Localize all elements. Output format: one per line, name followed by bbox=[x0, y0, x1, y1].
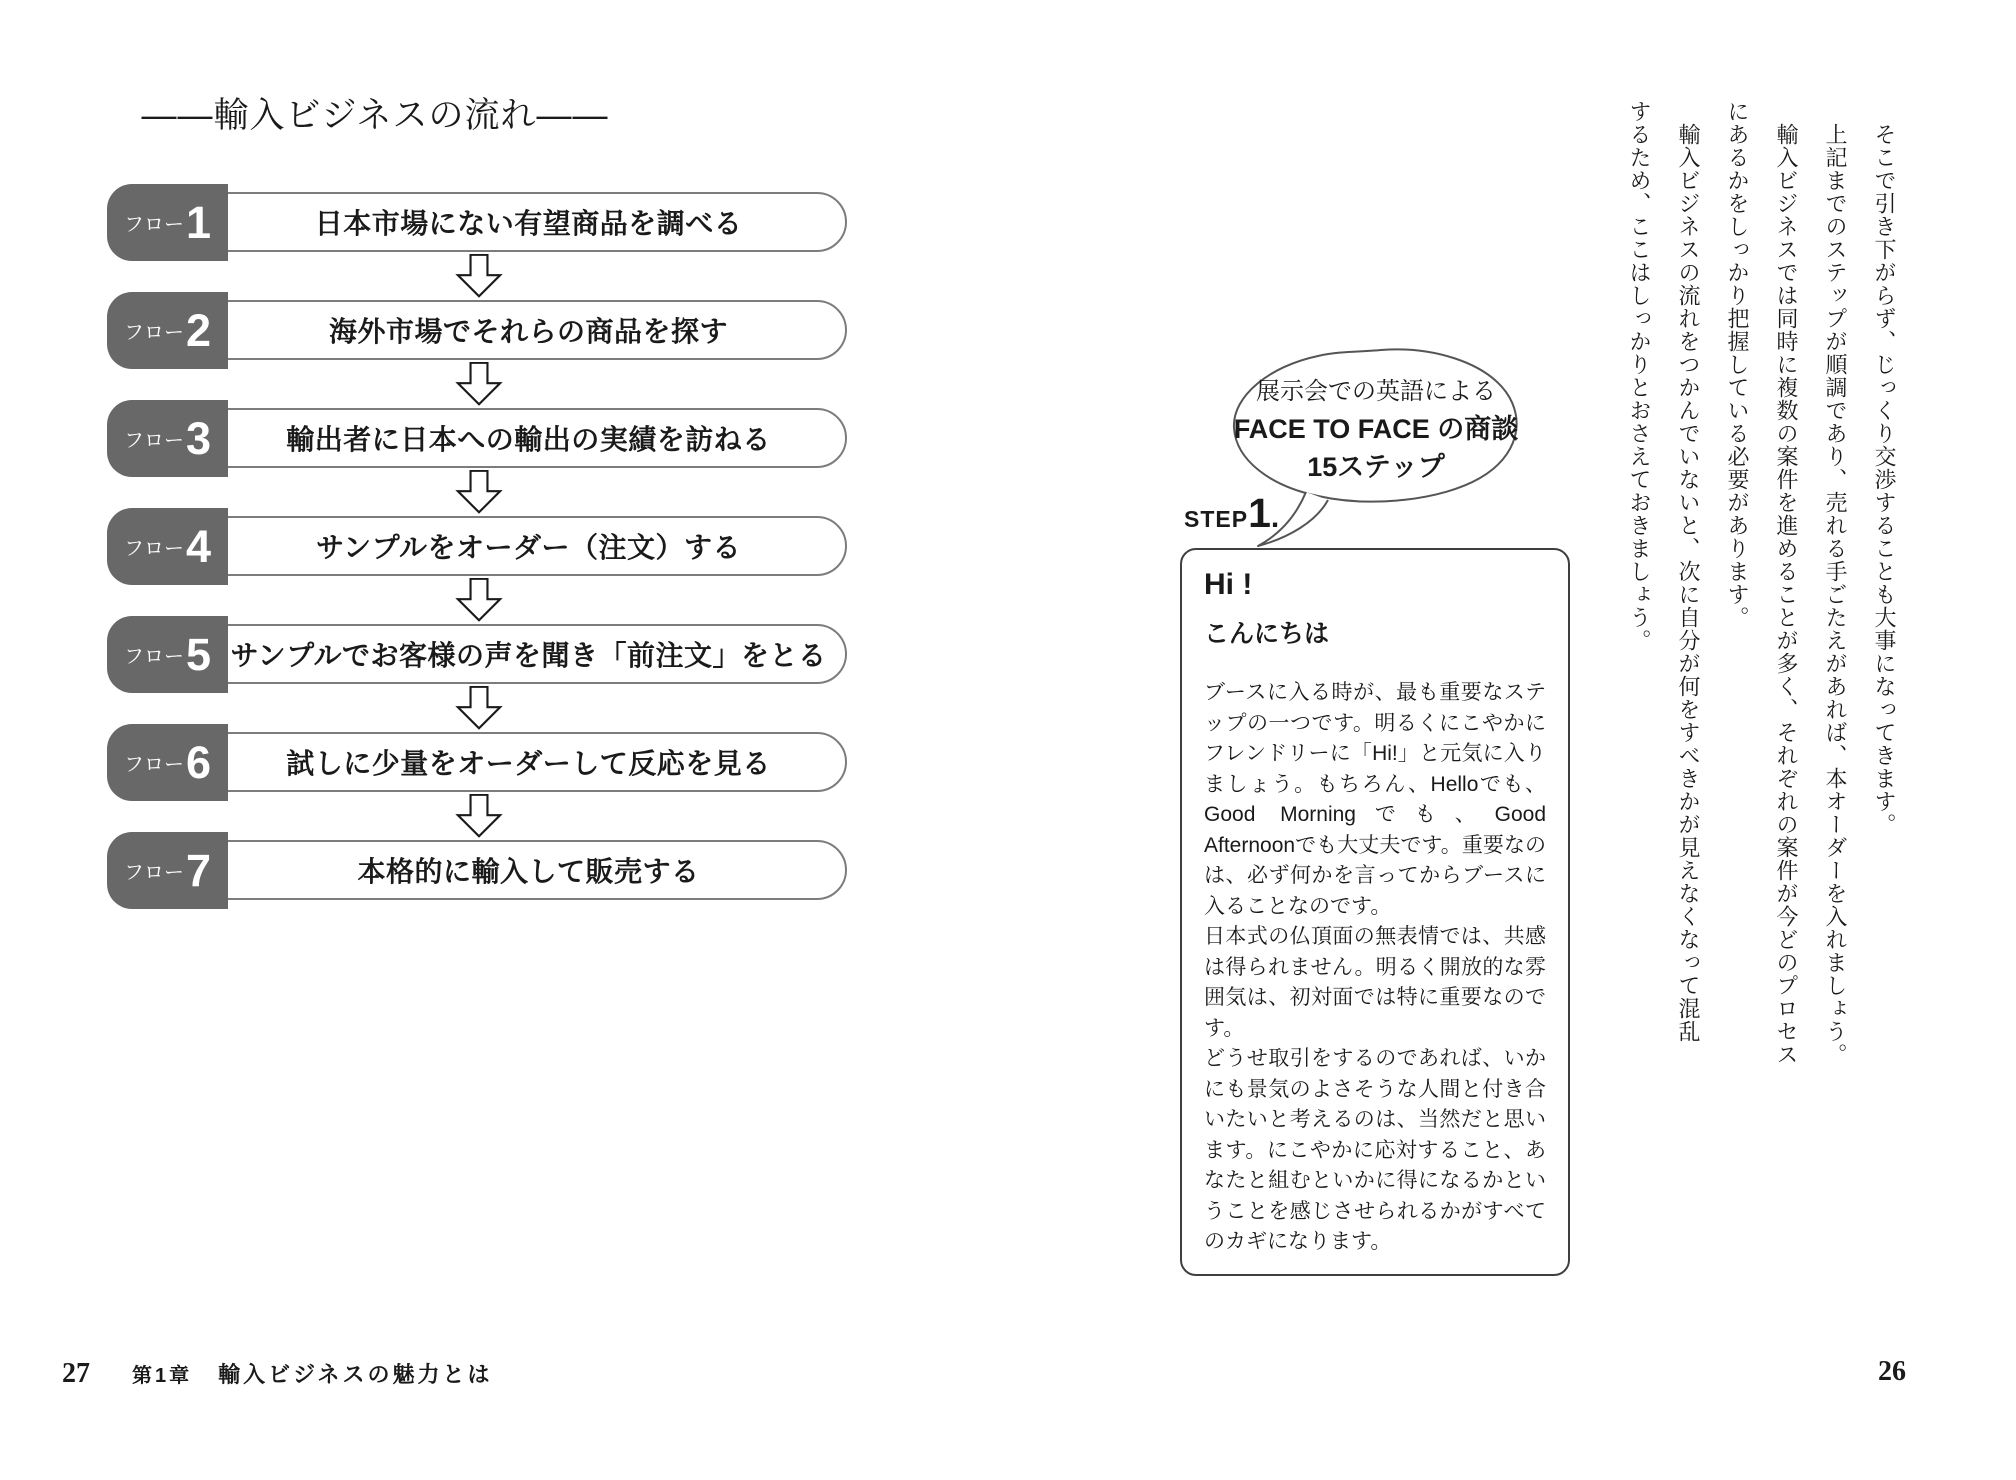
step-box-paragraph-2: 日本式の仏頂面の無表情では、共感は得られません。明るく開放的な雰囲気は、初対面では特に重要なのです。 bbox=[1204, 925, 1546, 1040]
down-arrow-icon bbox=[452, 794, 506, 838]
flow-badge bbox=[107, 724, 228, 801]
flow-badge-number: 2 bbox=[185, 305, 212, 356]
step-label-number: 1 bbox=[1248, 490, 1271, 536]
down-arrow-icon bbox=[452, 362, 506, 406]
flow-badge-prefix: フロー bbox=[123, 430, 184, 452]
flow-step-text: 試しに少量をオーダーして反応を見る bbox=[286, 748, 771, 779]
page-number-left: 27 bbox=[62, 1358, 90, 1389]
left-page-footer bbox=[62, 1358, 492, 1390]
greeting-japanese: こんにちは bbox=[1204, 620, 1330, 648]
essay-column-3: 輸入ビジネスでは同時に複数の案件を進めることが多く、それぞれの案件が今どのプロセス bbox=[1774, 123, 1799, 1066]
flow-step-7 bbox=[110, 840, 847, 900]
step-label bbox=[1184, 490, 1279, 537]
step-1-box bbox=[1180, 548, 1570, 1276]
down-arrow-icon bbox=[452, 578, 506, 622]
flow-badge bbox=[107, 400, 228, 477]
flow-badge-prefix: フロー bbox=[123, 754, 184, 776]
bubble-line-3: 15ステップ bbox=[1307, 452, 1445, 482]
flow-badge-number: 3 bbox=[185, 413, 212, 464]
down-arrow-icon bbox=[452, 686, 506, 730]
greeting-english: Hi ! bbox=[1204, 568, 1253, 601]
flow-badge bbox=[107, 832, 228, 909]
flow-badge-prefix: フロー bbox=[123, 322, 184, 344]
down-arrow-icon bbox=[452, 254, 506, 298]
flow-badge-number: 7 bbox=[185, 845, 212, 896]
flow-badge bbox=[107, 616, 228, 693]
flow-step-2 bbox=[110, 300, 847, 360]
bubble-line-1: 展示会での英語による bbox=[1256, 378, 1496, 405]
step-box-paragraph-3: どうせ取引をするのであれば、いかにも景気のよさそうな人間と付き合いたいと考えるのは、当然だと思います。にこやかに応対すること、あなたと組むといかに得になるかということを感じさせられるかがすべてのカギになります。 bbox=[1204, 1047, 1546, 1253]
flow-step-text: 輸出者に日本への輸出の実績を訪ねる bbox=[286, 424, 771, 455]
essay-column-4: にあるかをしっかり把握している必要があります。 bbox=[1725, 100, 1750, 629]
essay-column-2: 上記までのステップが順調であり、売れる手ごたえがあれば、本オーダーを入れましょう。 bbox=[1823, 123, 1848, 1066]
flow-badge-prefix: フロー bbox=[123, 646, 184, 668]
flow-badge-prefix: フロー bbox=[123, 214, 184, 236]
page-number-right: 26 bbox=[1878, 1356, 1906, 1387]
chapter-label: 第1章 bbox=[132, 1365, 193, 1387]
essay-column-5: 輸入ビジネスの流れをつかんでいないと、次に自分が何をすべきかが見えなくなって混乱 bbox=[1676, 123, 1701, 1043]
flow-step-text: サンプルをオーダー（注文）する bbox=[316, 532, 741, 563]
import-flowchart bbox=[110, 192, 847, 900]
speech-bubble-text bbox=[1222, 374, 1530, 486]
flow-step-text: 日本市場にない有望商品を調べる bbox=[314, 208, 743, 239]
diagram-title: ――輸入ビジネスの流れ―― bbox=[141, 96, 609, 135]
flow-badge-number: 4 bbox=[185, 521, 212, 572]
flow-badge-number: 5 bbox=[185, 629, 212, 680]
flow-step-text: 海外市場でそれらの商品を探す bbox=[328, 316, 728, 347]
step-box-paragraph-1: ブースに入る時が、最も重要なステップの一つです。明るくにこやかにフレンドリーに「Hi!」と元気に入りましょう。もちろん、Helloでも、Good Morningでも、Good Afternoonでも大丈夫です。重要なのは、必ず何かを言ってからブースに入ることなのです。 bbox=[1204, 681, 1546, 918]
flow-step-1 bbox=[110, 192, 847, 252]
essay-column-6: するため、ここはしっかりとおさえておきましょう。 bbox=[1627, 100, 1652, 652]
flow-step-4 bbox=[110, 516, 847, 576]
flow-step-3 bbox=[110, 408, 847, 468]
flow-step-5 bbox=[110, 624, 847, 684]
flow-badge bbox=[107, 508, 228, 585]
step-label-prefix: STEP bbox=[1184, 506, 1249, 532]
flow-badge-prefix: フロー bbox=[123, 538, 184, 560]
bubble-line-2: FACE TO FACE の商談 bbox=[1233, 414, 1519, 444]
flow-badge-number: 1 bbox=[185, 197, 212, 248]
flow-badge-prefix: フロー bbox=[123, 862, 184, 884]
down-arrow-icon bbox=[452, 470, 506, 514]
flow-badge-number: 6 bbox=[185, 737, 212, 788]
flow-badge bbox=[107, 184, 228, 261]
flow-step-text: 本格的に輸入して販売する bbox=[357, 856, 700, 887]
essay-column-1: そこで引き下がらず、じっくり交渉することも大事になってきます。 bbox=[1872, 123, 1897, 836]
flow-badge bbox=[107, 292, 228, 369]
chapter-title: 輸入ビジネスの魅力とは bbox=[218, 1362, 493, 1387]
flow-step-text: サンプルでお客様の声を聞き「前注文」をとる bbox=[230, 640, 827, 671]
flow-step-6 bbox=[110, 732, 847, 792]
vertical-essay bbox=[1608, 100, 1908, 1078]
step-label-dot: . bbox=[1270, 501, 1280, 534]
